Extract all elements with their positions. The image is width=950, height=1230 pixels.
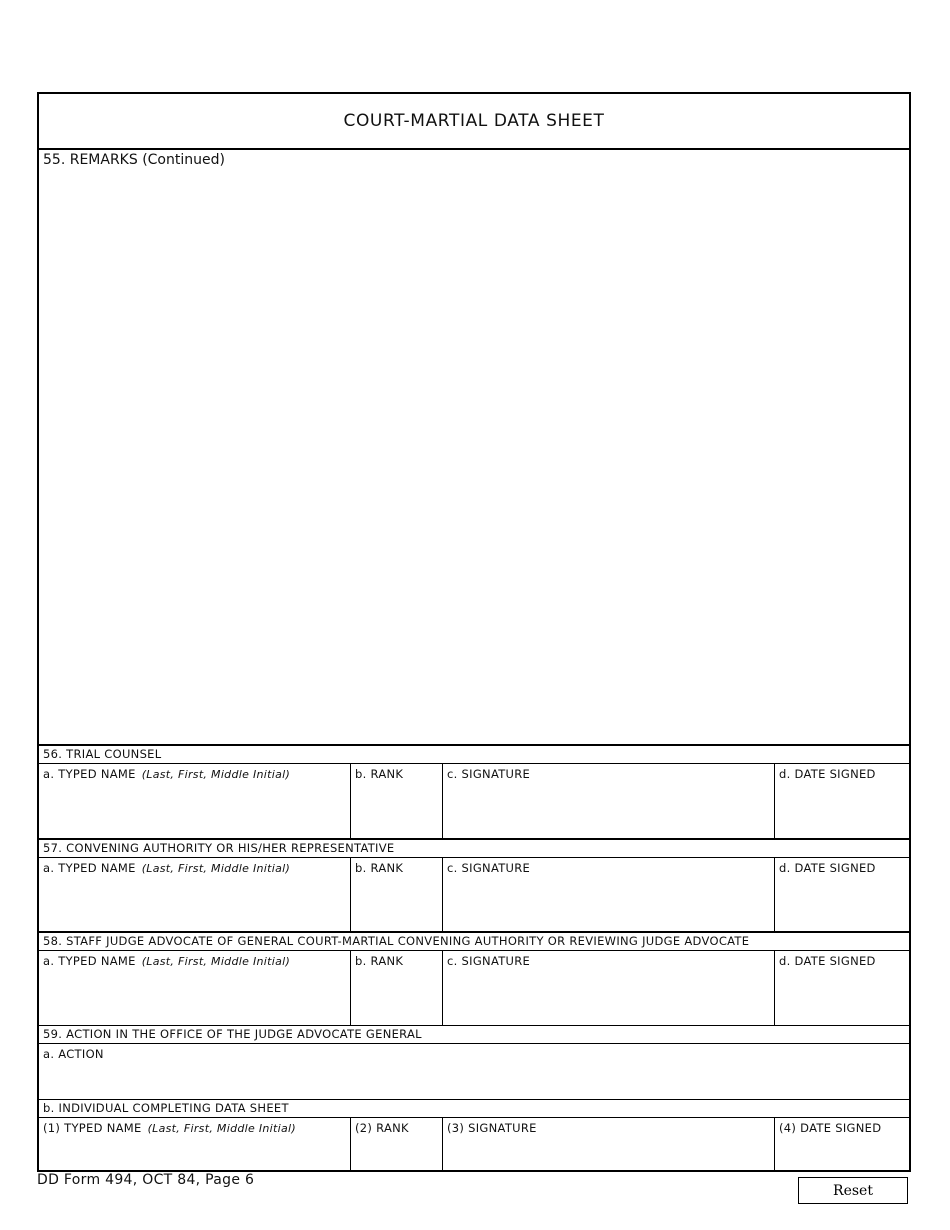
completer-rank-field[interactable]: [350, 1118, 442, 1172]
field-label: c. SIGNATURE: [447, 767, 531, 781]
field-label: b. RANK: [355, 861, 404, 875]
staff-judge-advocate-signature-field[interactable]: [442, 951, 774, 1025]
section-56-header: 56. TRIAL COUNSEL: [39, 746, 909, 764]
action-label-cell: [39, 1044, 909, 1099]
field-label: (2) RANK: [355, 1121, 409, 1135]
form-footer: DD Form 494, OCT 84, Page 6: [37, 1172, 255, 1188]
section-56-row: [39, 764, 909, 840]
field-label: d. DATE SIGNED: [779, 861, 876, 875]
field-label: c. SIGNATURE: [447, 954, 531, 968]
field-hint: (Last, First, Middle Initial): [141, 768, 291, 781]
field-label: d. DATE SIGNED: [779, 954, 876, 968]
individual-completing-header: b. INDIVIDUAL COMPLETING DATA SHEET: [39, 1100, 909, 1118]
trial-counsel-name-field[interactable]: [39, 764, 350, 838]
staff-judge-advocate-rank-field[interactable]: [350, 951, 442, 1025]
action-field[interactable]: [39, 1044, 909, 1100]
completer-date-field[interactable]: [774, 1118, 911, 1172]
section-58-row: [39, 951, 909, 1026]
field-hint: (Last, First, Middle Initial): [141, 862, 291, 875]
field-label: (3) SIGNATURE: [447, 1121, 537, 1135]
staff-judge-advocate-date-field[interactable]: [774, 951, 911, 1025]
field-label: (1) TYPED NAME: [43, 1121, 142, 1135]
section-57-row: [39, 858, 909, 933]
convening-authority-rank-field[interactable]: [350, 858, 442, 931]
field-label: b. RANK: [355, 767, 404, 781]
field-label: b. RANK: [355, 954, 404, 968]
convening-authority-signature-field[interactable]: [442, 858, 774, 931]
convening-authority-name-field[interactable]: [39, 858, 350, 931]
section-57-header: 57. CONVENING AUTHORITY OR HIS/HER REPRESENTATIVE: [39, 840, 909, 858]
completer-signature-field[interactable]: [442, 1118, 774, 1172]
section-59-header: 59. ACTION IN THE OFFICE OF THE JUDGE ADVOCATE GENERAL: [39, 1026, 909, 1044]
field-label: c. SIGNATURE: [447, 861, 531, 875]
field-hint: (Last, First, Middle Initial): [147, 1122, 296, 1135]
field-label: a. TYPED NAME: [43, 954, 136, 968]
field-label: (4) DATE SIGNED: [779, 1121, 882, 1135]
completer-name-field[interactable]: [39, 1118, 350, 1172]
reset-button[interactable]: Reset: [798, 1177, 908, 1204]
convening-authority-date-field[interactable]: [774, 858, 911, 931]
trial-counsel-date-field[interactable]: [774, 764, 911, 838]
remarks-label: 55. REMARKS (Continued): [43, 152, 225, 168]
trial-counsel-rank-field[interactable]: [350, 764, 442, 838]
field-label: a. ACTION: [43, 1047, 104, 1061]
field-label: a. TYPED NAME: [43, 861, 136, 875]
court-martial-form: [37, 92, 911, 1172]
remarks-section[interactable]: [39, 150, 909, 746]
form-title: COURT-MARTIAL DATA SHEET: [39, 94, 909, 150]
field-label: d. DATE SIGNED: [779, 767, 876, 781]
staff-judge-advocate-name-field[interactable]: [39, 951, 350, 1025]
section-59b-row: [39, 1118, 909, 1172]
field-label: a. TYPED NAME: [43, 767, 136, 781]
section-58-header: 58. STAFF JUDGE ADVOCATE OF GENERAL COURT-MARTIAL CONVENING AUTHORITY OR REVIEWING JUDGE ADVOCATE: [39, 933, 909, 951]
trial-counsel-signature-field[interactable]: [442, 764, 774, 838]
field-hint: (Last, First, Middle Initial): [141, 955, 291, 968]
